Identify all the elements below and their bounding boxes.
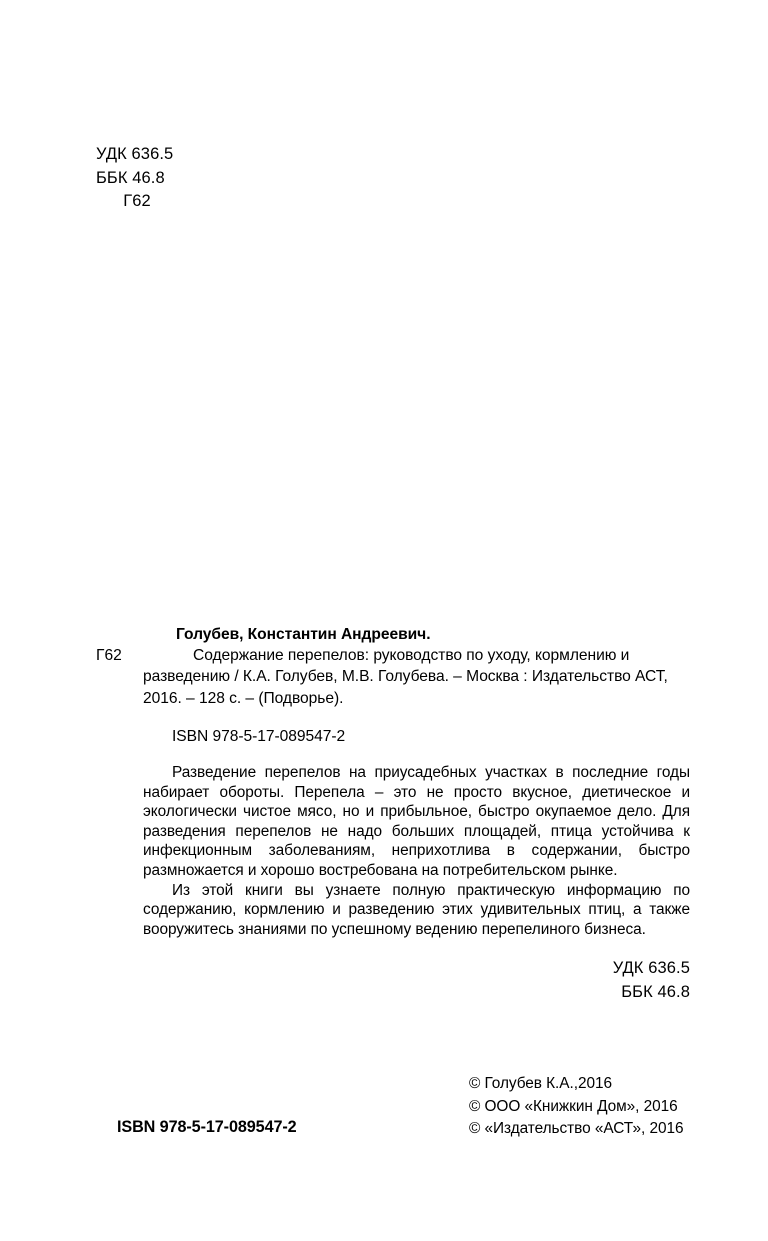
isbn-record: ISBN 978-5-17-089547-2 xyxy=(172,728,346,745)
author-mark-top: Г62 xyxy=(123,192,151,210)
bbk-code-bottom: ББК 46.8 xyxy=(621,982,690,1001)
copyright-line: © «Издательство «АСТ», 2016 xyxy=(469,1120,684,1137)
copyright-line: © Голубев К.А.,2016 xyxy=(469,1075,612,1092)
copyright-line: © ООО «Книжкин Дом», 2016 xyxy=(469,1097,678,1115)
bbk-code-top: ББК 46.8 xyxy=(96,168,165,187)
annotation-paragraph: Из этой книги вы узнаете полную практическую информацию по содержанию, кормлению и разведению этих удивительных птиц, а также вооружитесь знаниями по успешному ведению перепелиного бизнеса. xyxy=(143,881,690,938)
udk-code-top: УДК 636.5 xyxy=(96,145,174,163)
annotation-block xyxy=(143,763,690,939)
isbn-bottom: ISBN 978-5-17-089547-2 xyxy=(117,1118,297,1136)
classification-block-bottom xyxy=(430,957,690,1004)
classification-block-top xyxy=(96,143,178,214)
bibliographic-description: Содержание перепелов: руководство по уходу, кормлению и разведению / К.А. Голубев, М.В. Голубева. – Москва : Издательство АСТ, 2016. – 128 с. – (Подворье). xyxy=(143,647,668,707)
catalog-card-mark: Г62 xyxy=(96,647,122,664)
author-heading: Голубев, Константин Андреевич. xyxy=(176,626,431,643)
udk-code-bottom: УДК 636.5 xyxy=(612,959,690,977)
annotation-paragraph: Разведение перепелов на приусадебных участках в последние годы набирает обороты. Перепела – это не просто вкусное, диетическое и экологически чистое мясо, но и прибыльное, быстро окупаемое дело. Для разведения перепелов не надо больших площадей, птица устойчива к инфекционным заболеваниям, неприхотлива в содержании, быстро размножается и хорошо востребована на потребительском рынке. xyxy=(143,764,690,879)
copyright-block xyxy=(469,1073,683,1141)
bibliographic-record xyxy=(143,624,690,709)
